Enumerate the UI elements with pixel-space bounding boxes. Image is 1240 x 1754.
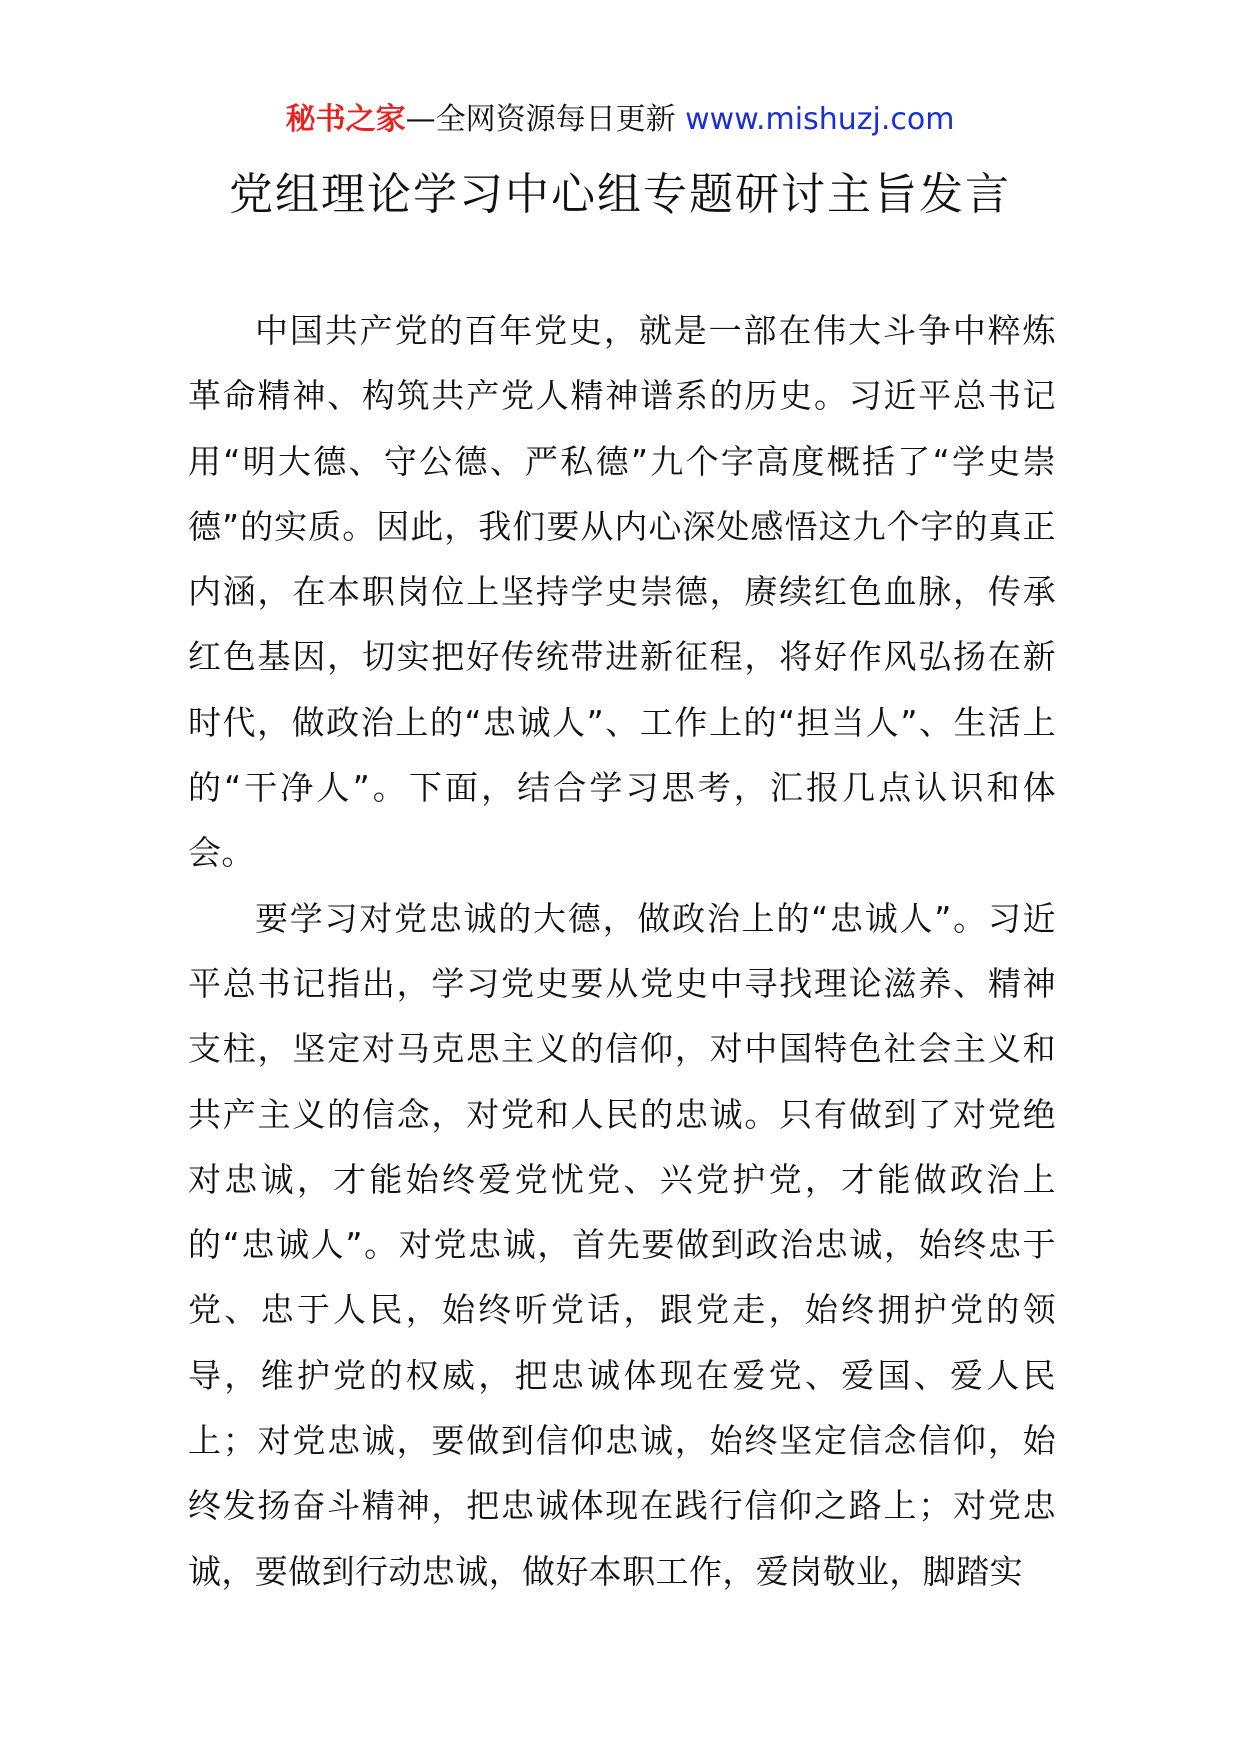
header-slogan: —全网资源每日更新 [405, 102, 686, 137]
paragraph-intro: 中国共产党的百年党史，就是一部在伟大斗争中粹炼革命精神、构筑共产党人精神谱系的历史。习近平总书记用“明大德、守公德、严私德”九个字高度概括了“学史崇德”的实质。因此，我们要从内心深处感悟这九个字的真正内涵，在本职岗位上坚持学史崇德，赓续红色血脉，传承红色基因，切实把好传统带进新征程，将好作风弘扬在新时代，做政治上的“忠诚人”、工作上的“担当人”、生活上的“干净人”。下面，结合学习思考，汇报几点认识和体会。 [188, 311, 1056, 873]
site-url-link[interactable]: www.mishuzj.com [685, 102, 955, 137]
paragraph-loyalty: 要学习对党忠诚的大德，做政治上的“忠诚人”。习近平总书记指出，学习党史要从党史中寻找理论滋养、精神支柱，坚定对马克思主义的信仰，对中国特色社会主义和共产主义的信念，对党和人民的忠诚。只有做到了对党绝对忠诚，才能始终爱党忧党、兴党护党，才能做政治上的“忠诚人”。对党忠诚，首先要做到政治忠诚，始终忠于党、忠于人民，始终听党话，跟党走，始终拥护党的领导，维护党的权威，把忠诚体现在爱党、爱国、爱人民上；对党忠诚，要做到信仰忠诚，始终坚定信念信仰，始终发扬奋斗精神，把忠诚体现在践行信仰之路上；对党忠诚，要做到行动忠诚，做好本职工作，爱岗敬业，脚踏实 [188, 898, 1056, 1591]
document-body [188, 298, 1056, 1604]
brand-name: 秘书之家 [285, 102, 406, 137]
watermark-header [0, 100, 1240, 140]
document-title: 党组理论学习中心组专题研讨主旨发言 [229, 169, 1011, 220]
